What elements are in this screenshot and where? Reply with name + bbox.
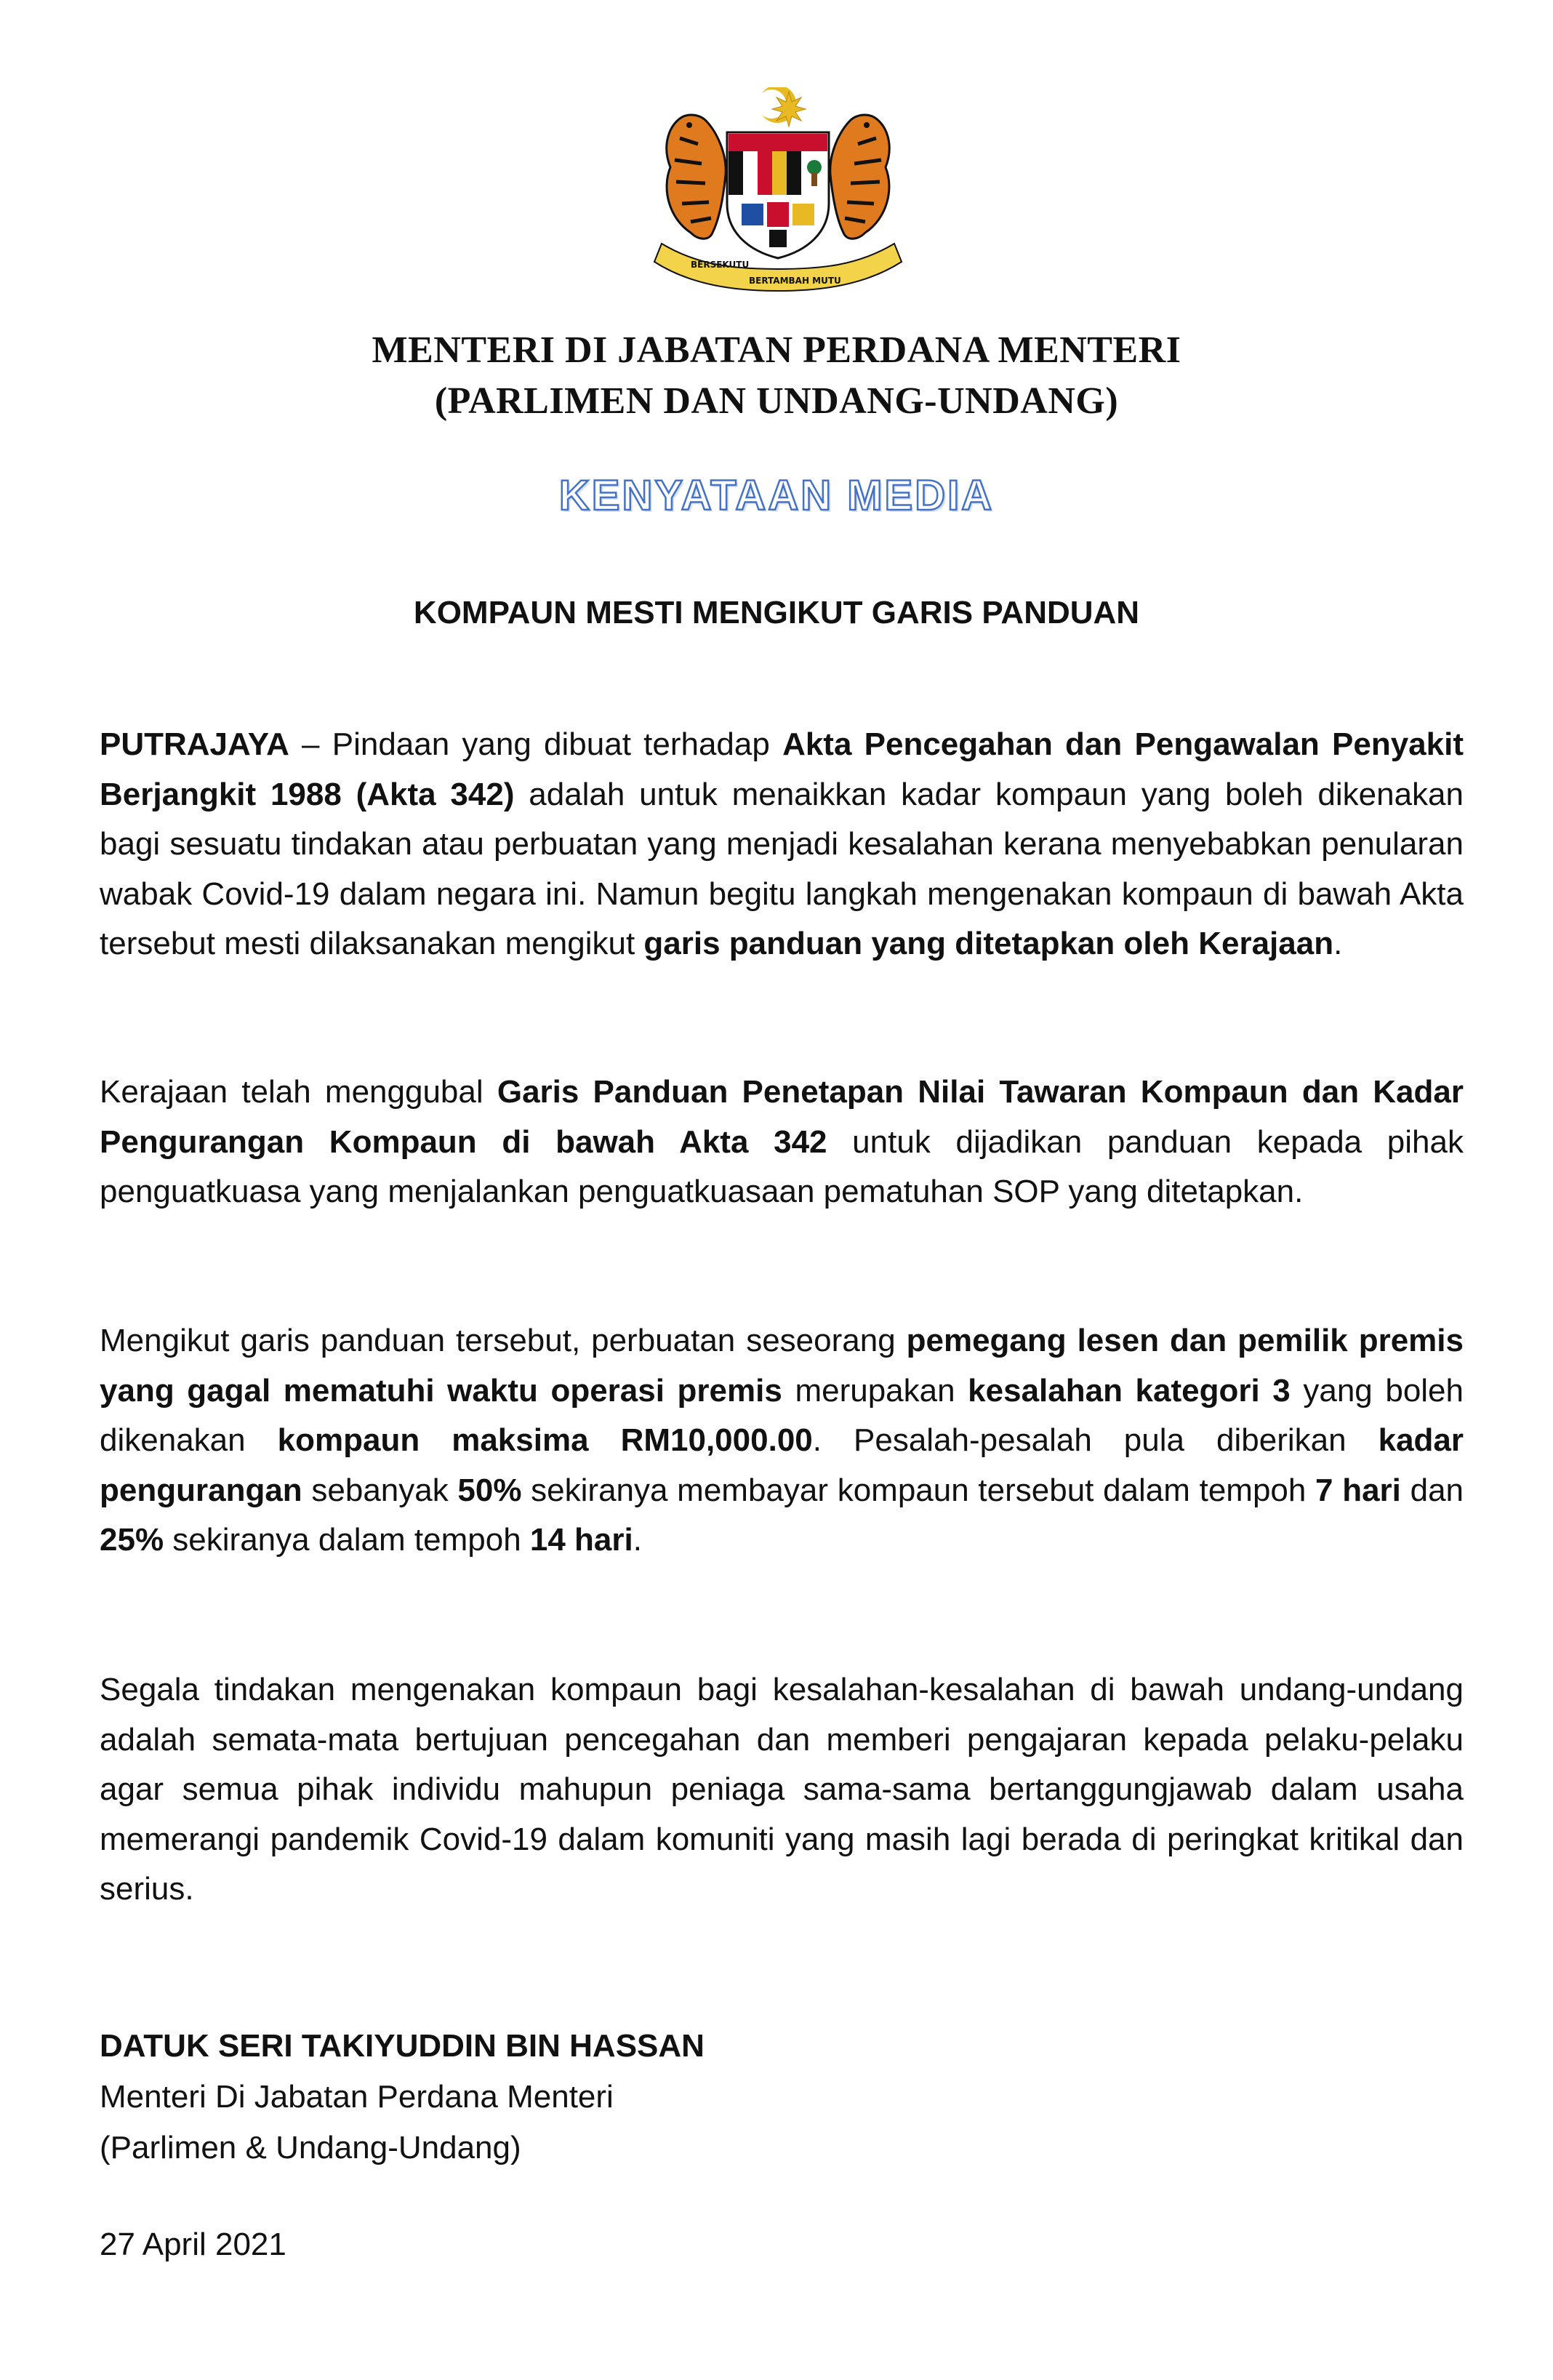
p1-bold-location: PUTRAJAYA <box>100 726 289 762</box>
p3-text-8: sekiranya dalam tempoh <box>164 1522 530 1558</box>
p2-text-1: Kerajaan telah menggubal <box>100 1074 497 1110</box>
statement-date: 27 April 2021 <box>100 2227 286 2262</box>
p1-text-2: adalah untuk menaikkan kadar kompaun yang boleh dikenakan bagi sesuatu tindakan atau perbuatan yang menjadi kesalahan kerana menyebabkan penularan wabak Covid-19 dalam negara ini. Namun begitu langkah mengenakan kompaun di bawah Akta tersebut mesti dilaksanakan mengikut <box>100 776 1464 961</box>
p3-text-5: sebanyak <box>302 1472 458 1508</box>
motto-left-text: BERSEKUTU <box>691 260 750 270</box>
p3-text-2: merupakan <box>782 1372 968 1409</box>
p3-bold-50-percent: 50% <box>457 1472 522 1508</box>
p3-bold-category: kesalahan kategori 3 <box>968 1372 1291 1409</box>
p1-text-1: – Pindaan yang dibuat terhadap <box>289 726 783 762</box>
motto-center-text: BERTAMBAH MUTU <box>749 276 841 286</box>
p2-text-2: untuk dijadikan panduan kepada pihak penguatkuasa yang menjalankan penguatkuasaan pematuhan SOP yang ditetapkan. <box>100 1123 1464 1209</box>
p1-text-3: . <box>1333 926 1343 961</box>
p3-text-6: sekiranya membayar kompaun tersebut dalam tempoh <box>521 1472 1316 1508</box>
p2-bold-guideline-title: Garis Panduan Penetapan Nilai Tawaran Kompaun dan Kadar Pengurangan Kompaun di bawah Akta 342 <box>100 1074 1464 1160</box>
statement-headline: KOMPAUN MESTI MENGIKUT GARIS PANDUAN <box>413 595 1140 630</box>
p3-bold-14-days: 14 hari <box>529 1522 633 1558</box>
paragraph-2 <box>100 1067 1464 1217</box>
star-crescent-icon <box>762 87 806 127</box>
p3-text-9: . <box>633 1522 642 1558</box>
right-tiger-icon <box>830 115 889 239</box>
p3-bold-25-percent: 25% <box>100 1522 164 1558</box>
media-statement-label: KENYATAAN MEDIA <box>558 472 995 519</box>
paragraph-4 <box>100 1665 1464 1915</box>
p3-bold-reduction: kadar pengurangan <box>100 1422 1464 1508</box>
paragraph-3 <box>100 1316 1464 1566</box>
ministry-title-line2: (PARLIMEN DAN UNDANG-UNDANG) <box>434 380 1119 422</box>
p3-bold-offender: pemegang lesen dan pemilik premis yang gagal mematuhi waktu operasi premis <box>100 1323 1464 1409</box>
p3-text-3: yang boleh dikenakan <box>100 1372 1464 1458</box>
coat-of-arms-icon <box>640 87 916 298</box>
shield-icon <box>727 132 829 258</box>
paragraph-1 <box>100 720 1464 969</box>
signatory-title-line2: (Parlimen & Undang-Undang) <box>100 2130 521 2165</box>
p4-text-1: Segala tindakan mengenakan kompaun bagi kesalahan-kesalahan di bawah undang-undang adalah semata-mata bertujuan pencegahan dan memberi pengajaran kepada pelaku-pelaku agar semua pihak individu mahupun peniaga sama-sama bertanggungjawab dalam usaha memerangi pandemik Covid-19 dalam komuniti yang masih lagi berada di peringkat kritikal dan serius. <box>100 1672 1464 1907</box>
p3-bold-max-compound: kompaun maksima RM10,000.00 <box>277 1422 813 1458</box>
signatory-title-line1: Menteri Di Jabatan Perdana Menteri <box>100 2079 614 2115</box>
signatory-name: DATUK SERI TAKIYUDDIN BIN HASSAN <box>100 2028 705 2064</box>
p3-text-1: Mengikut garis panduan tersebut, perbuatan seseorang <box>100 1323 907 1358</box>
ministry-title-line1: MENTERI DI JABATAN PERDANA MENTERI <box>372 329 1181 371</box>
p3-text-4: . Pesalah-pesalah pula diberikan <box>812 1422 1379 1458</box>
p3-bold-7-days: 7 hari <box>1315 1472 1401 1508</box>
left-tiger-icon <box>667 115 726 239</box>
p1-bold-guidelines: garis panduan yang ditetapkan oleh Kerajaan <box>643 926 1334 961</box>
p3-text-7: dan <box>1400 1472 1464 1508</box>
p1-bold-act: Akta Pencegahan dan Pengawalan Penyakit Berjangkit 1988 (Akta 342) <box>100 726 1464 812</box>
